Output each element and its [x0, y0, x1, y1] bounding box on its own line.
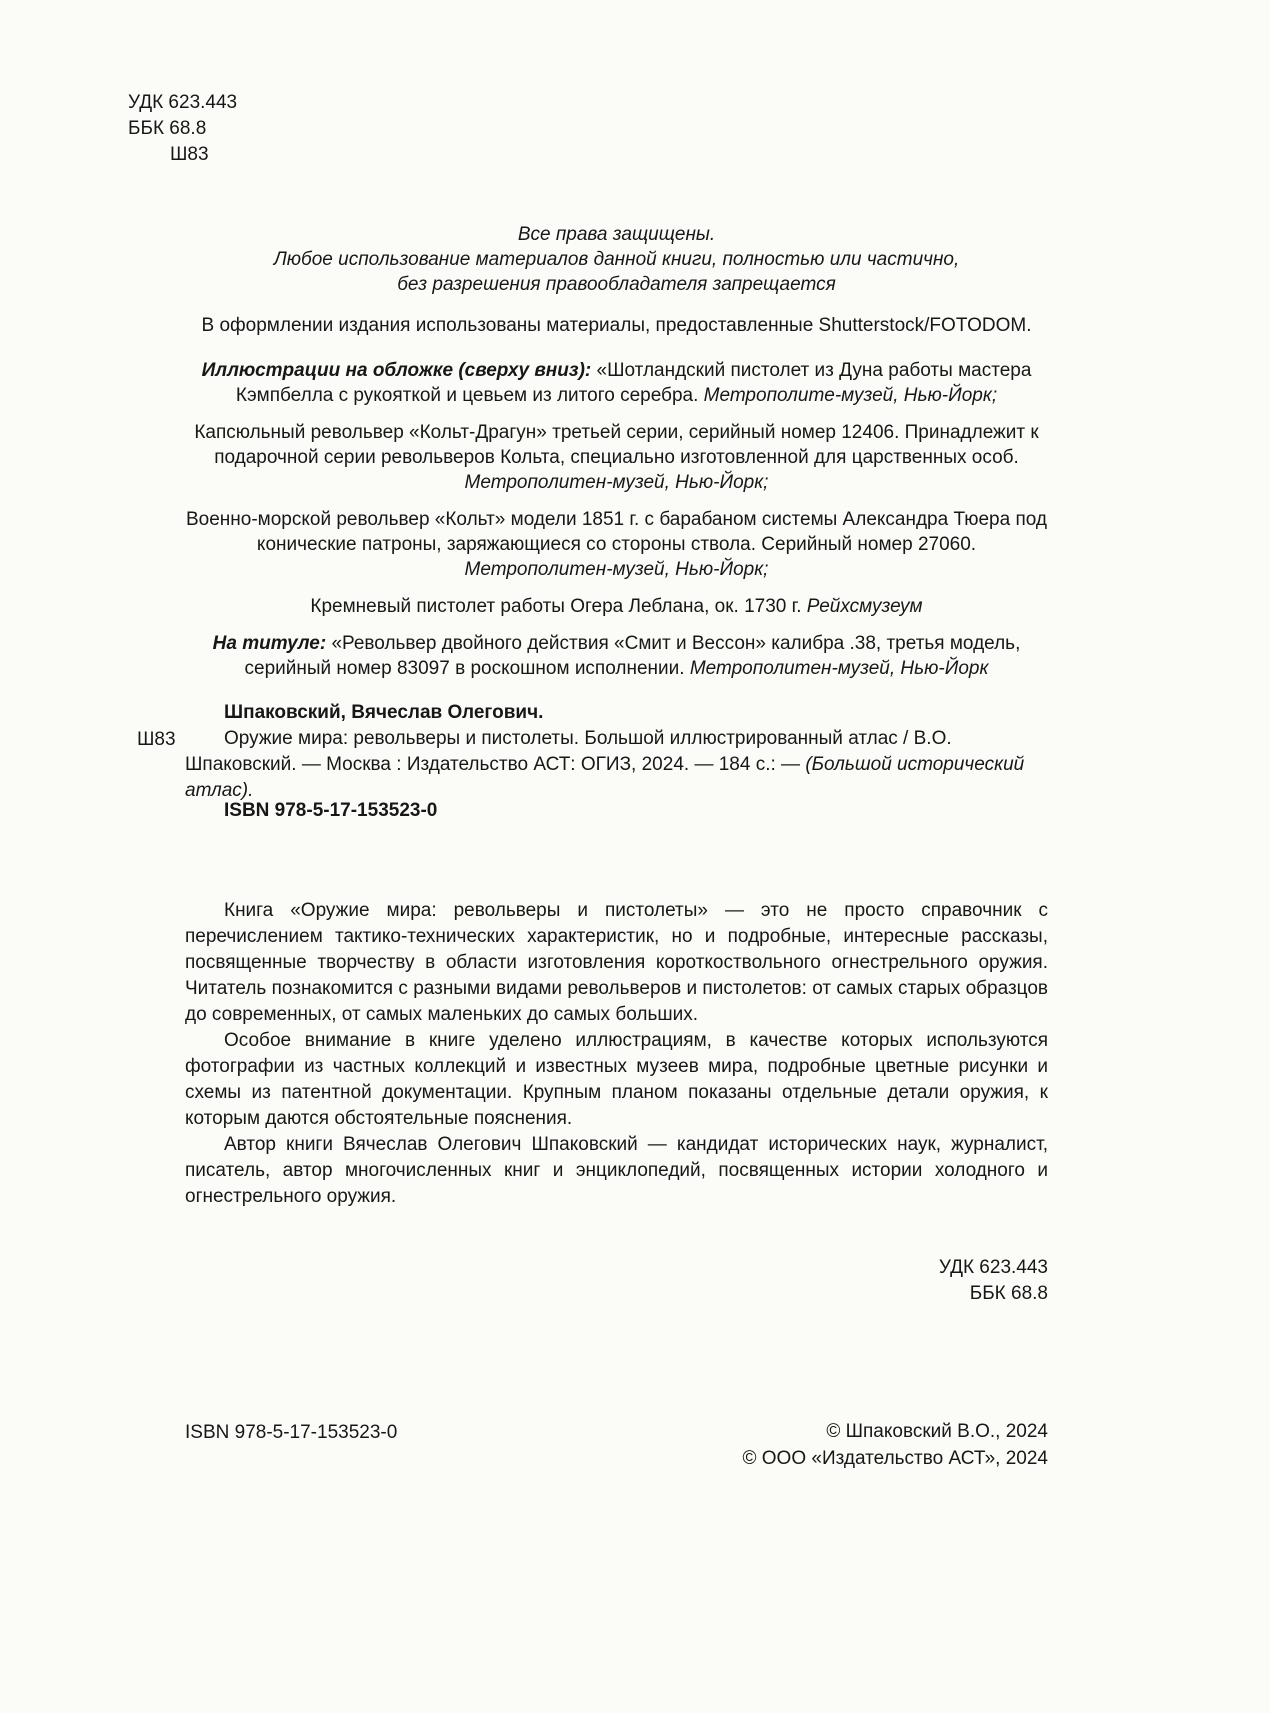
- cover-illustrations-label: Иллюстрации на обложке (сверху вниз):: [201, 360, 597, 381]
- bottom-classification-block: [185, 1255, 1048, 1307]
- cover-illustration-1: [185, 358, 1048, 408]
- centered-imprint-text: [185, 222, 1048, 693]
- cover-illustration-4: [185, 594, 1048, 619]
- cover-item-2-text: Капсюльный револьвер «Кольт-Драгун» третьей серии, серийный номер 12406. Принадлежит к подарочной серии револьверов Кольта, специально изготовленной для царственных особ.: [194, 422, 1039, 468]
- rights-line-2: Любое использование материалов данной книги, полностью или частично,: [273, 249, 960, 270]
- series-title: (Большой исторический атлас).: [185, 754, 1025, 801]
- cover-item-1-source: Метрополите-музей, Нью-Йорк;: [703, 385, 998, 406]
- rights-notice: [185, 222, 1048, 297]
- title-note-label: На титуле:: [212, 633, 332, 654]
- cover-item-4-source: Рейхсмузеум: [806, 596, 923, 617]
- udk-bottom: УДК 623.443: [938, 1257, 1048, 1278]
- copyright-block: [743, 1418, 1049, 1472]
- bbk-bottom: ББК 68.8: [969, 1283, 1048, 1304]
- footer-isbn: ISBN 978-5-17-153523-0: [185, 1422, 398, 1443]
- catalog-card: [137, 700, 1048, 804]
- rights-line-1: Все права защищены.: [517, 224, 716, 245]
- materials-note: В оформлении издания использованы материалы, предоставленные Shutterstock/FOTODOM.: [201, 315, 1032, 336]
- cover-illustration-2: [185, 420, 1048, 495]
- catalog-description-text: Оружие мира: револьверы и пистолеты. Большой иллюстрированный атлас / В.О. Шпаковский. — Москва : Издательство АСТ: ОГИЗ, 2024. — 184 с.: —: [185, 728, 952, 775]
- cover-item-2-source: Метрополитен-музей, Нью-Йорк;: [464, 472, 769, 493]
- footer: [185, 1418, 1048, 1472]
- udk-top: УДК 623.443: [128, 92, 238, 113]
- title-page-illustration: [185, 631, 1048, 681]
- author-sign-margin: Ш83: [137, 729, 176, 750]
- title-note-text: «Револьвер двойного действия «Смит и Вессон» калибра .38, третья модель, серийный номер 83097 в роскошном исполнении.: [244, 633, 1021, 679]
- copyright-author: © Шпаковский В.О., 2024: [826, 1421, 1048, 1442]
- top-classification-block: [128, 90, 237, 168]
- annotation-paragraph-2: Особое внимание в книге уделено иллюстрациям, в качестве которых используются фотографии из частных коллекций и известных музеев мира, подробные цветные рисунки и схемы из патентной документации. Крупным планом показаны отдельные детали оружия, к которым даются обстоятельные пояснения.: [185, 1030, 1048, 1129]
- rights-line-3: без разрешения правообладателя запрещается: [397, 274, 836, 295]
- catalog-description: [185, 726, 1048, 804]
- isbn-line: ISBN 978-5-17-153523-0: [224, 800, 438, 821]
- catalog-author: Шпаковский, Вячеслав Олегович.: [224, 702, 544, 723]
- annotation-paragraph-3: Автор книги Вячеслав Олегович Шпаковский — кандидат исторических наук, журналист, писатель, автор многочисленных книг и энциклопедий, посвященных истории холодного и огнестрельного оружия.: [185, 1134, 1048, 1207]
- cover-illustration-3: [185, 507, 1048, 582]
- bbk-top: ББК 68.8: [128, 118, 207, 139]
- cover-item-3-source: Метрополитен-музей, Нью-Йорк;: [464, 559, 769, 580]
- annotation-paragraph-1: Книга «Оружие мира: револьверы и пистолеты» — это не просто справочник с перечислением тактико-технических характеристик, но и подробные, интересные рассказы, посвященные творчеству в области изготовления короткоствольного огнестрельного оружия. Читатель познакомится с разными видами револьверов и пистолетов: от самых старых образцов до современных, от самых маленьких до самых больших.: [185, 900, 1048, 1025]
- annotation-block: [185, 898, 1048, 1210]
- copyright-publisher: © ООО «Издательство АСТ», 2024: [742, 1448, 1048, 1469]
- author-sign-top: Ш83: [170, 144, 209, 165]
- cover-item-1-text: «Шотландский пистолет из Дуна работы мастера Кэмпбелла с рукояткой и цевьем из литого серебра.: [235, 360, 1032, 406]
- title-note-source: Метрополитен-музей, Нью-Йорк: [689, 658, 989, 679]
- cover-item-4-text: Кремневый пистолет работы Огера Леблана, ок. 1730 г.: [310, 596, 807, 617]
- cover-item-3-text: Военно-морской револьвер «Кольт» модели 1851 г. с барабаном системы Александра Тюера под конические патроны, заряжающиеся со стороны ствола. Серийный номер 27060.: [185, 509, 1047, 555]
